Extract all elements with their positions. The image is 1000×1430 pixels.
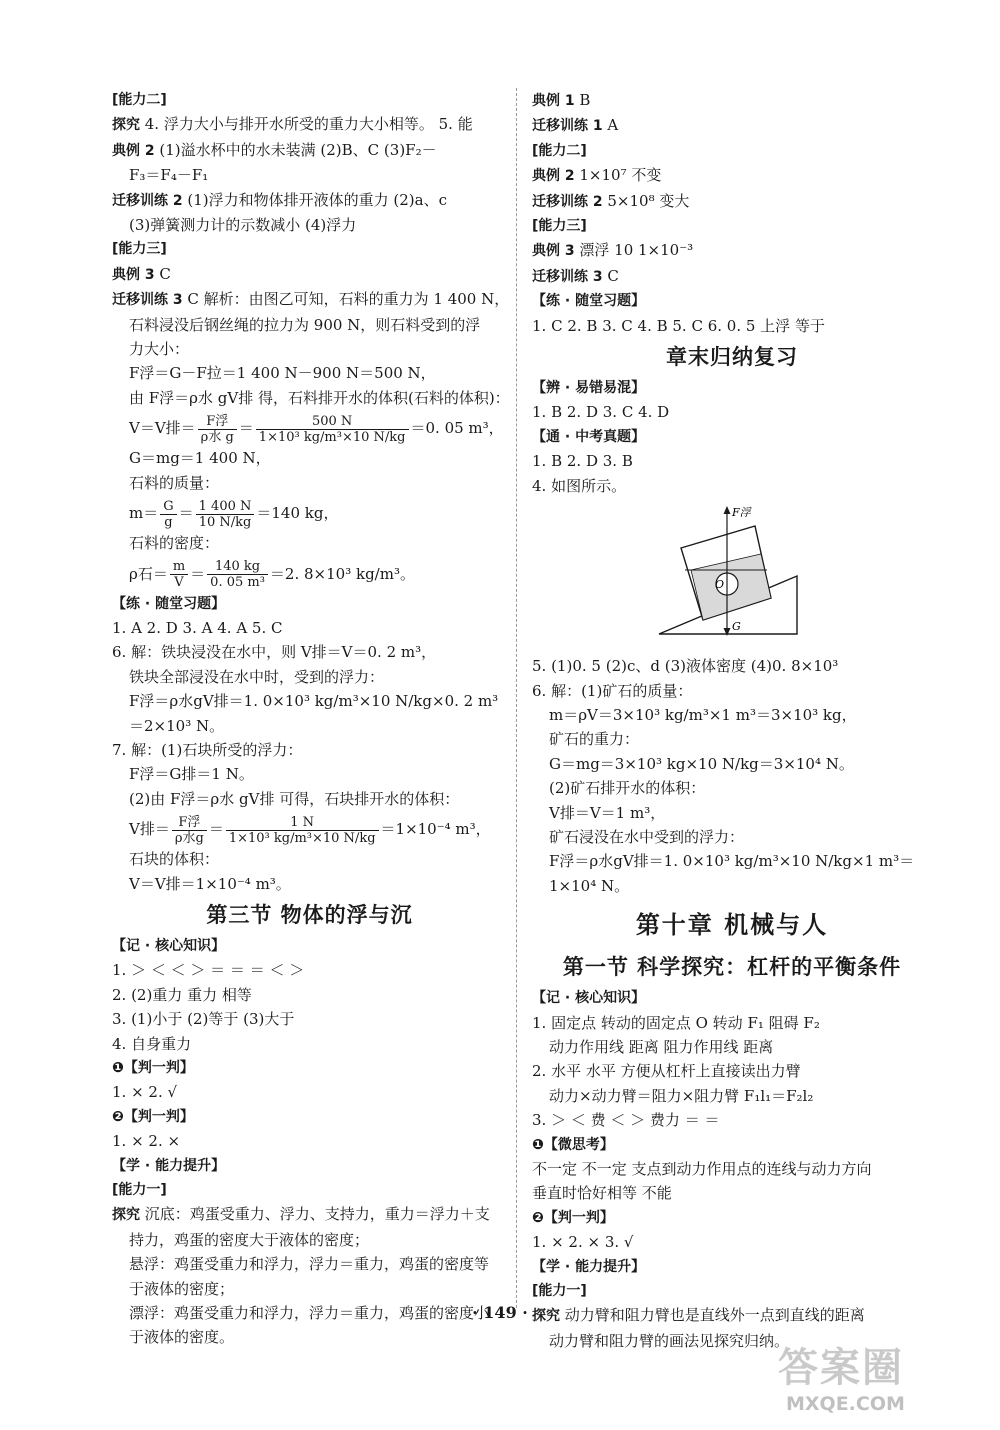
formula-volume	[112, 410, 507, 446]
text-line: (2)矿石排开水的体积：	[549, 779, 706, 798]
section-heading: ❶【微思考】	[532, 1136, 614, 1153]
text-line: F浮＝ρ水gV排＝1. 0×10³ kg/m³×10 N/kg×1 m³＝	[549, 852, 915, 871]
text-line	[532, 189, 932, 214]
text-line	[112, 188, 507, 213]
text-line: 1. × 2. √	[112, 1083, 178, 1102]
text-line: 6. 解：(1)矿石的质量：	[532, 681, 693, 700]
section-heading: 【记 · 核心知识】	[532, 990, 646, 1007]
section-label: [能力三]	[112, 241, 167, 258]
section-heading: 【辨 · 易错易混】	[532, 380, 646, 397]
formula-part: ＝	[238, 419, 254, 438]
text-line: 4. 如图所示。	[532, 476, 627, 495]
text-line: 力大小：	[129, 340, 190, 359]
review-title: 章末归纳复习	[666, 345, 798, 370]
denominator: 0. 05 m³	[210, 575, 265, 590]
section-label: [能力一]	[532, 1283, 587, 1300]
text-line: F浮＝G排＝1 N。	[129, 765, 254, 784]
keyword: 迁移训练 3	[532, 268, 603, 285]
denominator: g	[164, 514, 173, 530]
text-line: 垂直时恰好相等 不能	[532, 1184, 672, 1203]
text-line: 1. × 2. × 3. √	[532, 1233, 634, 1252]
arrow-head-up	[724, 506, 731, 514]
column-divider	[516, 88, 517, 1308]
numerator: F浮	[198, 414, 237, 430]
line-text: B	[574, 91, 591, 109]
text-line: 动力×动力臂＝阻力×阻力臂 F₁l₁＝F₂l₂	[549, 1086, 814, 1105]
section-label: [能力一]	[112, 1182, 167, 1199]
text-line: 5. (1)0. 5 (2)c、d (3)液体密度 (4)0. 8×10³	[532, 657, 839, 676]
numerator: 500 N	[256, 414, 409, 430]
text-line: 矿石浸没在水中受到的浮力：	[549, 827, 745, 846]
text-line: 4. 自身重力	[112, 1034, 192, 1053]
text-line	[532, 113, 932, 138]
text-line: 1. C 2. B 3. C 4. B 5. C 6. 0. 5 上浮 等于	[532, 316, 825, 335]
denominator: ρ水g	[174, 830, 204, 846]
numerator: 140 kg	[207, 559, 268, 575]
section-heading: 【记 · 核心知识】	[112, 937, 226, 954]
text-line: 1. 固定点 转动的固定点 O 转动 F₁ 阻碍 F₂	[532, 1013, 820, 1032]
text-line: 不一定 不一定 支点到动力作用点的连线与动力方向	[532, 1160, 872, 1178]
text-line: 矿石的重力：	[549, 730, 640, 749]
formula-part: ＝	[178, 504, 194, 523]
numerator: F浮	[172, 815, 207, 831]
section-heading: 【练 · 随堂习题】	[112, 595, 226, 612]
text-line: 石料浸没后钢丝绳的拉力为 900 N，则石料受到的浮	[129, 315, 481, 334]
section-heading: 【学 · 能力提升】	[532, 1258, 646, 1275]
text-line: 1. ＞ ＜ ＜ ＞ ＝ ＝ ＝ ＜ ＞	[112, 961, 305, 980]
formula-part: ＝	[190, 564, 206, 583]
text-line: 1. B 2. D 3. C 4. D	[532, 403, 670, 422]
formula-part: ρ石＝	[129, 564, 168, 583]
text-line: V排＝V＝1 m³，	[549, 803, 666, 822]
line-text: C	[154, 264, 171, 283]
text-line	[532, 88, 932, 113]
watermark-url: MXQE.COM	[786, 1393, 905, 1415]
denominator: ρ水 g	[200, 429, 234, 445]
section-heading: ❷【判一判】	[532, 1209, 614, 1226]
section-heading: ❷【判一判】	[112, 1108, 194, 1125]
text-line: F浮＝ρ水gV排＝1. 0×10³ kg/m³×10 N/kg×0. 2 m³	[129, 692, 499, 711]
text-line: F₃＝F₄－F₁	[129, 166, 209, 185]
buoyant-force-label: F浮	[732, 506, 751, 520]
text-line: 漂浮：鸡蛋受重力和浮力，浮力＝重力，鸡蛋的密度小	[129, 1304, 490, 1323]
keyword: 典例 3	[112, 266, 155, 283]
section-title: 第一节 科学探究：杠杆的平衡条件	[562, 955, 902, 980]
text-line: 1. × 2. ×	[112, 1132, 181, 1151]
section-label: [能力三]	[532, 218, 587, 235]
keyword: 典例 2	[112, 142, 155, 159]
buoyancy-figure	[657, 504, 932, 648]
fraction	[170, 559, 188, 590]
fraction	[256, 414, 409, 445]
denominator: 10 N/kg	[198, 514, 252, 530]
formula-part: ＝1×10⁻⁴ m³，	[380, 820, 491, 839]
fraction	[160, 499, 176, 530]
formula-part: ＝2. 8×10³ kg/m³。	[269, 564, 415, 583]
text-line: 由 F浮＝ρ水 gV排 得，石料排开水的体积(石料的体积)：	[129, 388, 510, 407]
formula-part: m＝	[129, 504, 159, 523]
line-text: 漂浮 10 1×10⁻³	[574, 241, 694, 260]
section-heading: ❶【判一判】	[112, 1060, 194, 1076]
text-line: 石料的质量：	[129, 473, 220, 492]
text-line: V＝V排＝1×10⁻⁴ m³。	[129, 874, 291, 893]
text-line	[112, 287, 510, 312]
text-line: 石料的密度：	[129, 534, 220, 553]
numerator: 1 N	[226, 815, 379, 831]
buoyancy-diagram	[657, 504, 802, 644]
formula-part: V排＝	[129, 820, 170, 839]
numerator: m	[170, 559, 188, 575]
keyword: 典例 2	[532, 168, 575, 185]
fraction	[196, 499, 255, 530]
keyword: 探究	[112, 1207, 140, 1224]
keyword: 迁移训练 3	[112, 292, 183, 309]
line-text: 1×10⁷ 不变	[574, 166, 662, 185]
text-line: ＝2×10³ N。	[129, 716, 225, 735]
keyword: 迁移训练 1	[532, 118, 603, 135]
line-text: C 解析：由图乙可知，石料的重力为 1 400 N，	[182, 290, 510, 309]
denominator: 1×10³ kg/m³×10 N/kg	[258, 429, 406, 445]
line-text: 沉底：鸡蛋受重力、浮力、支持力，重力＝浮力＋支	[140, 1205, 490, 1224]
formula-displaced-volume	[112, 811, 507, 847]
section-label: [能力二]	[112, 92, 167, 108]
fraction	[198, 414, 237, 445]
numerator: 1 400 N	[196, 499, 255, 515]
text-line: 1. A 2. D 3. A 4. A 5. C	[112, 618, 283, 637]
right-column	[532, 88, 932, 1353]
keyword: 典例 3	[532, 243, 575, 260]
text-line	[532, 264, 932, 289]
chapter-title: 第十章 机械与人	[635, 911, 829, 940]
text-line	[112, 112, 507, 137]
text-line: 石块的体积：	[129, 850, 220, 869]
line-text: (1)浮力和物体排开液体的重力 (2)a、c	[182, 190, 448, 209]
text-line: 1. B 2. D 3. B	[532, 452, 633, 471]
formula-part: V＝V排＝	[129, 419, 196, 438]
text-line: 于液体的密度。	[129, 1328, 235, 1347]
text-line: 3. (1)小于 (2)等于 (3)大于	[112, 1010, 295, 1029]
text-line: 动力作用线 距离 阻力作用线 距离	[549, 1037, 774, 1056]
text-line: (2)由 F浮＝ρ水 gV排 可得，石块排开水的体积：	[129, 789, 460, 808]
text-line: 悬浮：鸡蛋受重力和浮力，浮力＝重力，鸡蛋的密度等	[129, 1255, 490, 1274]
text-line: 铁块全部浸没在水中时，受到的浮力：	[129, 667, 385, 686]
section-label: [能力二]	[532, 142, 587, 159]
text-line: m＝ρV＝3×10³ kg/m³×1 m³＝3×10³ kg，	[549, 705, 857, 724]
text-line: 2. (2)重力 重力 相等	[112, 985, 252, 1004]
left-column	[112, 88, 510, 1350]
page-number: · 149 ·	[472, 1303, 528, 1322]
watermark	[778, 1344, 992, 1424]
formula-part: ＝	[208, 820, 224, 839]
line-text: 5×10⁸ 变大	[602, 191, 690, 210]
text-line: G＝mg＝1 400 N，	[129, 449, 271, 468]
keyword: 探究	[532, 1308, 560, 1325]
watermark-logo: 答案圈	[778, 1345, 904, 1391]
line-text: A	[602, 116, 619, 135]
center-label: O	[715, 578, 725, 592]
section-title: 第三节 物体的浮与沉	[206, 902, 413, 927]
denominator: 1×10³ kg/m³×10 N/kg	[228, 830, 376, 846]
keyword: 迁移训练 2	[112, 192, 183, 209]
text-line: 3. ＞ ＜ 费 ＜ ＞ 费力 ＝ ＝	[532, 1111, 720, 1130]
fraction	[226, 815, 379, 846]
text-line	[112, 1202, 507, 1227]
text-line: 6. 解：铁块浸没在水中，则 V排＝V＝0. 2 m³，	[112, 643, 437, 662]
text-line: 持力，鸡蛋的密度大于液体的密度；	[129, 1230, 370, 1249]
line-text: (1)溢水杯中的水未装满 (2)B、C (3)F₂－	[154, 140, 437, 159]
text-line: 2. 水平 水平 方便从杠杆上直接读出力臂	[532, 1062, 801, 1081]
line-text: 动力臂和阻力臂也是直线外一点到直线的距离	[560, 1306, 865, 1325]
text-line	[112, 262, 507, 287]
formula-part: ＝0. 05 m³，	[410, 419, 504, 438]
text-line	[532, 1303, 932, 1328]
section-heading: 【学 · 能力提升】	[112, 1157, 226, 1174]
section-heading: 【练 · 随堂习题】	[532, 293, 646, 310]
text-line	[532, 238, 932, 263]
text-line: G＝mg＝3×10³ kg×10 N/kg＝3×10⁴ N。	[549, 754, 854, 773]
denominator: V	[174, 575, 184, 590]
section-heading: 【通 · 中考真题】	[532, 428, 646, 445]
text-line: 于液体的密度；	[129, 1279, 235, 1298]
numerator: G	[160, 499, 176, 515]
formula-density	[112, 556, 507, 592]
fraction	[207, 559, 268, 590]
text-line: 7. 解：(1)石块所受的浮力：	[112, 740, 303, 759]
text-line	[532, 163, 932, 188]
formula-mass	[112, 495, 507, 531]
text-line: (3)弹簧测力计的示数减小 (4)浮力	[129, 216, 357, 235]
formula-part: ＝140 kg，	[256, 504, 339, 523]
keyword: 典例 1	[532, 93, 575, 109]
gravity-label: G	[732, 620, 741, 634]
line-text: C	[602, 266, 619, 285]
keyword: 探究	[112, 117, 140, 134]
line-text: 4. 浮力大小与排开水所受的重力大小相等。 5. 能	[140, 115, 473, 134]
text-line: 1×10⁴ N。	[549, 876, 630, 895]
fraction	[172, 815, 207, 846]
text-line: F浮＝G－F拉＝1 400 N－900 N＝500 N，	[129, 364, 436, 383]
text-line	[112, 138, 507, 163]
keyword: 迁移训练 2	[532, 193, 603, 210]
arrow-head-down	[724, 628, 731, 636]
text-line: 动力臂和阻力臂的画法见探究归纳。	[549, 1331, 790, 1350]
